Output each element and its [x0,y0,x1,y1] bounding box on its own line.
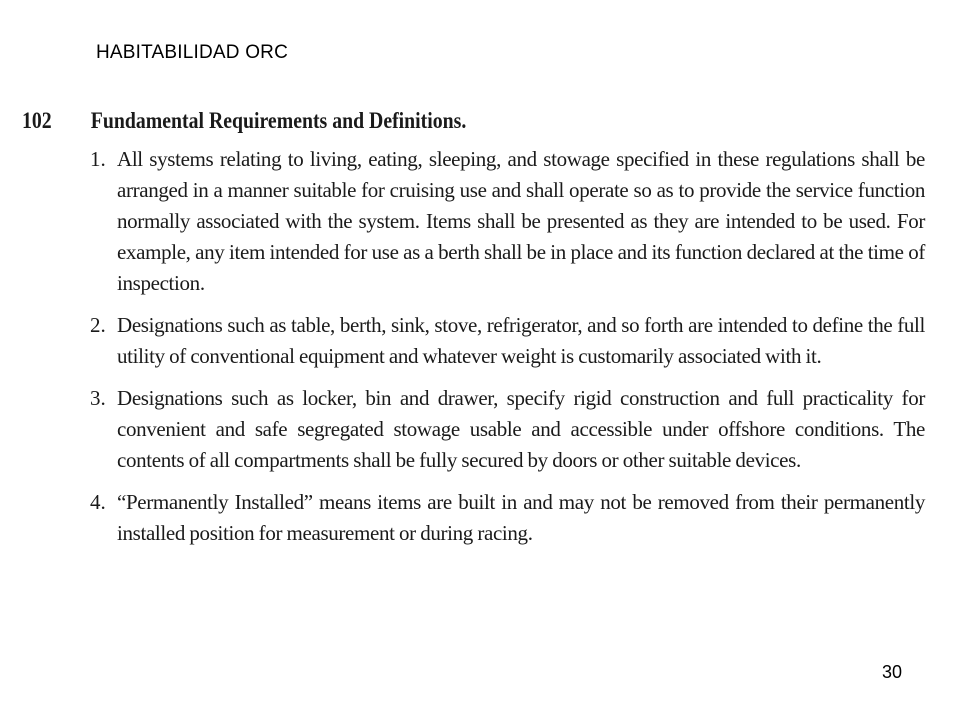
item-text: “Permanently Installed” means items are built in and may not be removed from their permanently installed position for measurement or during racing. [117,490,925,545]
item-text: All systems relating to living, eating, sleeping, and stowage specified in these regulations shall be arranged in a manner suitable for cruising use and shall operate so as to provide the service function normally associated with the system. Items shall be presented as they are intended to be used. For example, any item intended for use as a berth shall be in place and its function declared at the time of inspection. [117,147,925,295]
item-number: 4. [90,490,106,514]
section-heading [22,108,805,144]
list-item [90,310,932,372]
list-item [90,383,932,476]
item-number: 1. [90,147,106,171]
regulation-section [22,108,932,549]
slide-title: HABITABILIDAD ORC [96,42,289,63]
list-item [90,487,932,549]
item-number: 3. [90,386,106,410]
section-number: 102 [22,108,52,133]
item-number: 2. [90,313,106,337]
item-text: Designations such as locker, bin and drawer, specify rigid construction and full practicality for convenient and safe segregated stowage usable and accessible under offshore conditions. The contents of all compartments shall be fully secured by doors or other suitable devices. [117,386,925,472]
list-item [90,144,932,299]
item-text: Designations such as table, berth, sink, stove, refrigerator, and so forth are intended to define the full utility of conventional equipment and whatever weight is customarily associated with it. [117,313,925,368]
page-number: 30 [882,662,903,682]
section-title: Fundamental Requirements and Definitions. [90,108,467,133]
definitions-list [22,144,932,549]
